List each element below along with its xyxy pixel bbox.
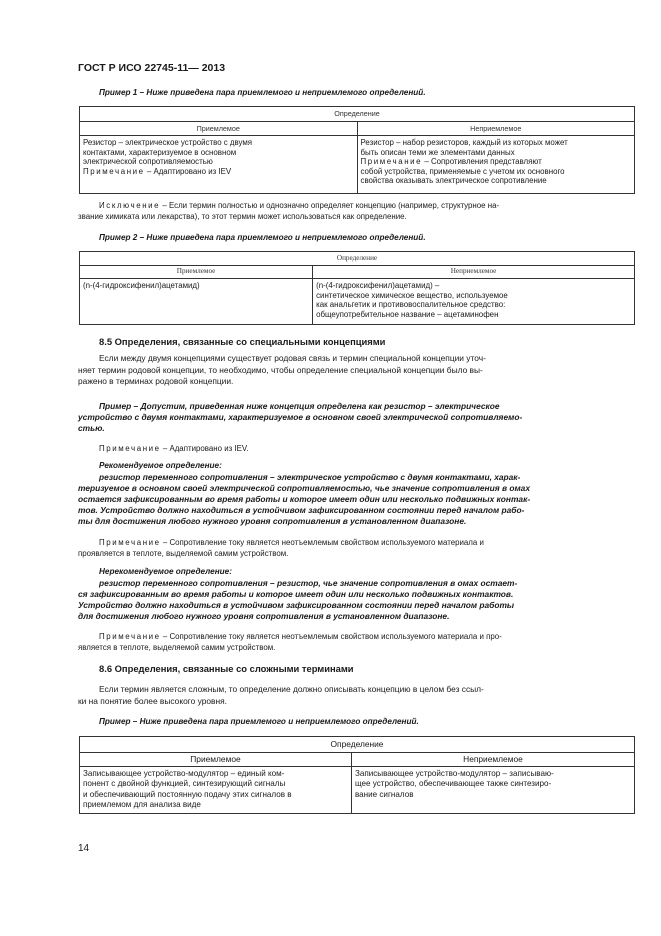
section-8-5-example — [78, 401, 634, 434]
text-line: тов. Устройство должно находиться в устойчивом зафиксированном состоянии перед началом рабо- — [78, 505, 525, 515]
text-line: Записывающее устройство-модулятор – записываю- — [354, 769, 554, 778]
exception-paragraph — [78, 200, 634, 222]
text-line: синтетическое химическое вещество, используемое — [316, 290, 508, 300]
text-line: свойства оказывать электрическое сопротивление — [360, 176, 547, 186]
recommended-title: Рекомендуемое определение: — [99, 461, 222, 470]
text-line: ся зафиксированным во время работы и которое имеет один или несколько подвижных контактов. — [78, 589, 514, 599]
text-line: контактами, характеризуемое в основном — [83, 147, 237, 157]
note-label: Примечание — [83, 166, 145, 176]
nonrecommended-definition — [78, 578, 634, 622]
note-2 — [78, 537, 634, 559]
text-line: остается зафиксированным во время работы и которое имеет один или несколько подвижных контак- — [78, 494, 531, 504]
text-line: Пример – Допустим, приведенная ниже концепция определена как резистор – электрическое — [99, 401, 500, 411]
section-8-6-paragraph — [78, 684, 634, 707]
note-line — [83, 167, 354, 177]
section-8-5-paragraph — [78, 353, 634, 388]
unacceptable-definition-cell — [351, 767, 634, 814]
text-line: Резистор – электрическое устройство с двумя — [83, 138, 253, 147]
unacceptable-definition-cell — [357, 136, 635, 194]
example-1-caption: Пример 1 – Ниже приведена пара приемлемого и неприемлемого определений. — [99, 88, 426, 97]
section-8-6-heading: 8.6 Определения, связанные со сложными терминами — [99, 663, 354, 674]
text-line: ты для достижения любого нужного уровня сопротивления в установленном диапазоне. — [78, 516, 467, 526]
text-line: няет термин родовой концепции, то необходимо, чтобы определение специальной концепции было вы- — [78, 364, 483, 375]
text-line: для достижения любого нужного уровня сопротивления в установленном диапазоне. — [78, 611, 450, 621]
text-line: Если термин является сложным, то определение должно описывать концепцию в целом без ссыл- — [99, 684, 484, 694]
text-line: понент с двойной функцией, синтезирующий сигналы — [83, 779, 286, 789]
definition-table-1 — [79, 106, 635, 194]
acceptable-definition-cell — [80, 767, 352, 814]
text-line: (n-(4-гидроксифенил)ацетамид) – — [316, 281, 440, 290]
note-text: – Сопротивление току является неотъемлемым свойством используемого материала и про- — [160, 632, 502, 641]
note-label: Примечание — [99, 632, 161, 641]
note-text: – Адаптировано из IEV. — [160, 444, 249, 453]
document-header: ГОСТ Р ИСО 22745-11— 2013 — [78, 62, 226, 74]
text-line: резистор переменного сопротивления – электрическое устройство с двумя контактами, харак- — [99, 472, 521, 482]
note-text: – Сопротивление току является неотъемлемым свойством используемого материала и — [160, 538, 484, 547]
note-label: Примечание — [360, 157, 423, 167]
text-line: устройство с двумя контактами, характеризуемое в основном своей электрической сопротивляемо- — [78, 412, 523, 422]
text-line: щее устройство, обеспечивающее также синтезиро- — [354, 779, 552, 789]
exception-label: Исключение — [99, 201, 161, 210]
table-title: Определение — [80, 252, 635, 266]
table-title: Определение — [80, 737, 635, 753]
column-header-unacceptable: Неприемлемое — [313, 266, 635, 279]
text-line: как анальгетик и противовоспалительное средство: — [316, 300, 506, 310]
acceptable-definition-cell — [80, 136, 358, 194]
note-text: проявляется в теплоте, выделяемой самим устройством. — [78, 549, 289, 558]
nonrecommended-title: Нерекомендуемое определение: — [99, 567, 232, 576]
exception-line: – Если термин полностью и однозначно определяет концепцию (например, структурное на- — [160, 201, 500, 210]
column-header-acceptable: Приемлемое — [80, 753, 352, 767]
table-title: Определение — [80, 107, 635, 122]
note-label: Примечание — [99, 444, 161, 453]
note-text: – Сопротивления представляют — [422, 157, 542, 167]
text-line: (n-(4-гидроксифенил)ацетамид) — [83, 281, 200, 290]
recommended-definition — [78, 472, 634, 527]
text-line: стью. — [78, 423, 105, 433]
text-line: теризуемое в основном своей электрической сопротивляемостью, чье значение сопротивления в омах — [78, 483, 530, 493]
text-line: Записывающее устройство-модулятор – единый ком- — [83, 769, 285, 778]
text-line: резистор переменного сопротивления – резистор, чье значение сопротивления в омах остает- — [99, 578, 518, 588]
note-label: Примечание — [99, 538, 161, 547]
example-3-caption: Пример – Ниже приведена пара приемлемого и неприемлемого определений. — [99, 717, 419, 726]
unacceptable-definition-cell — [313, 279, 635, 325]
exception-line: звание химиката или лекарства), то этот термин может использоваться как определение. — [78, 212, 407, 221]
note-text: – Адаптировано из IEV — [144, 166, 232, 176]
note-text: является в теплоте, выделяемой самим устройством. — [78, 643, 276, 652]
text-line: приемлемом для анализа виде — [83, 800, 201, 810]
column-header-unacceptable: Неприемлемое — [357, 122, 635, 136]
column-header-unacceptable: Неприемлемое — [351, 753, 634, 767]
section-8-5-heading: 8.5 Определения, связанные со специальными концепциями — [99, 336, 386, 347]
page-number: 14 — [78, 843, 90, 854]
note-line — [361, 157, 632, 167]
text-line: Устройство должно находиться в устойчивом зафиксированном состоянии перед началом работы — [78, 600, 515, 610]
text-line: электрической сопротивляемостью — [83, 157, 213, 167]
column-header-acceptable: Приемлемое — [80, 122, 358, 136]
example-2-caption: Пример 2 – Ниже приведена пара приемлемого и неприемлемого определений. — [99, 233, 426, 242]
definition-table-3 — [79, 736, 635, 814]
text-line: ражено в терминах родовой концепции. — [78, 376, 234, 387]
text-line: быть описан теми же элементами данных — [360, 147, 515, 157]
text-line: ки на понятие более высокого уровня. — [78, 695, 227, 706]
note-3 — [78, 631, 634, 653]
definition-table-2 — [79, 251, 635, 325]
text-line: общеупотребительное название – ацетаминофен — [316, 309, 499, 319]
column-header-acceptable: Приемлемое — [80, 266, 313, 279]
text-line: и обеспечивающий постоянную подачу этих сигналов в — [83, 789, 292, 799]
text-line: Если между двумя концепциями существует родовая связь и термин специальной концепции уточ- — [99, 353, 486, 363]
text-line: собой устройства, применяемые с учетом их основного — [360, 166, 565, 176]
acceptable-definition-cell — [80, 279, 313, 325]
text-line: Резистор – набор резисторов, каждый из которых может — [360, 138, 568, 147]
note-1 — [99, 443, 249, 454]
text-line: вание сигналов — [354, 789, 414, 799]
